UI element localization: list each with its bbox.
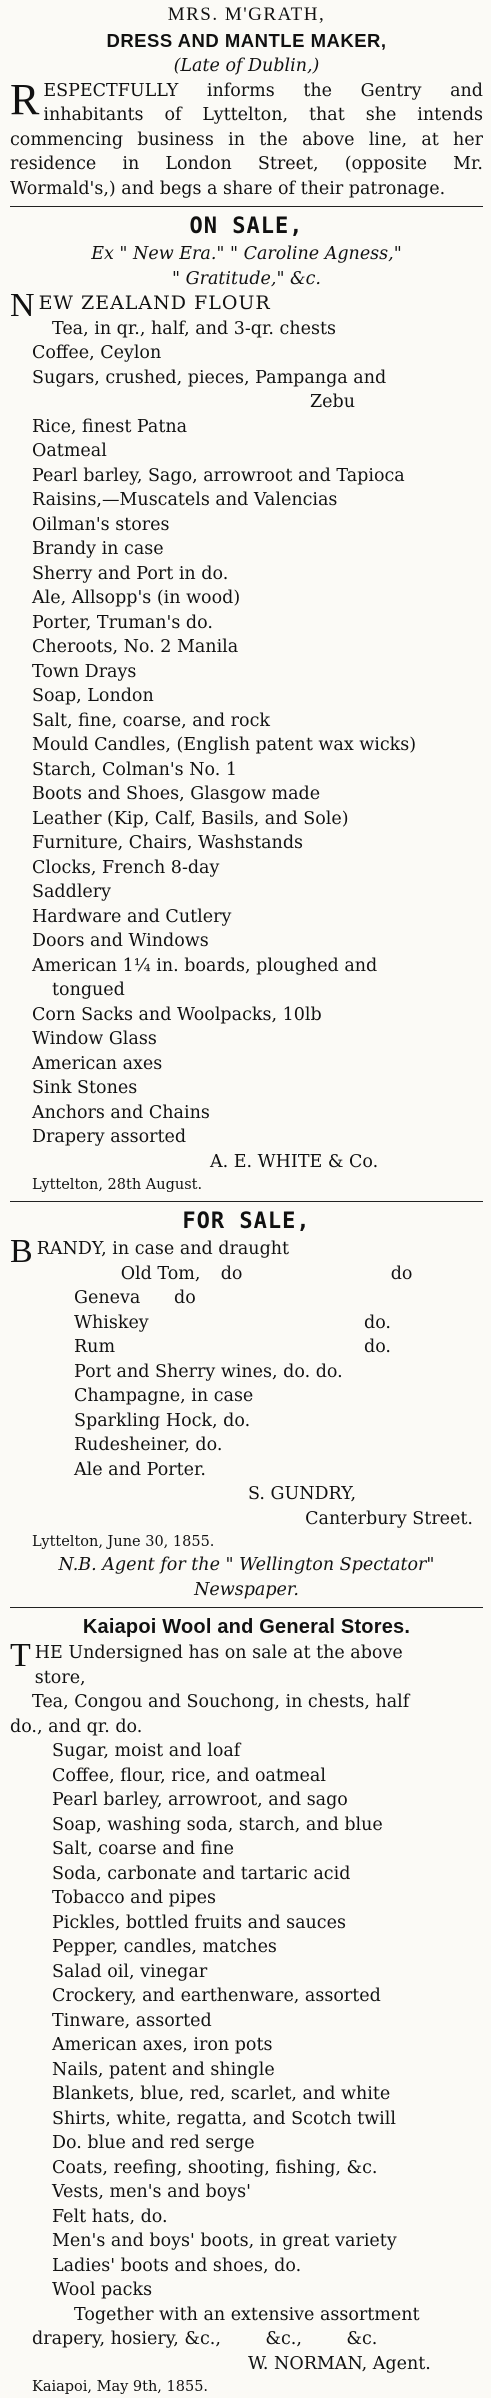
intro-text: HE Undersigned has on sale at the above xyxy=(34,1643,403,1663)
list-item: Oatmeal xyxy=(32,441,107,461)
ships-line: Ex " New Era." " Caroline Agness," xyxy=(91,244,402,264)
list-item: Cheroots, No. 2 Manila xyxy=(32,637,239,657)
signature: A. E. WHITE & Co. xyxy=(210,1151,379,1172)
item-ditto xyxy=(174,1335,364,1360)
list-item: Porter, Truman's do. xyxy=(32,612,213,633)
list-item: Saddlery xyxy=(32,882,112,902)
dropcap-letter: N xyxy=(10,287,35,324)
list-item: Soap, London xyxy=(32,686,154,706)
list-item: Hardware and Cutlery xyxy=(32,906,232,927)
dateline: Lyttelton, June 30, 1855. xyxy=(32,1534,215,1550)
list-item: Starch, Colman's No. 1 xyxy=(32,759,237,780)
item-list xyxy=(10,317,483,1150)
ships-line-2: " Gratitude," &c. xyxy=(172,268,321,289)
list-item: Town Drays xyxy=(32,661,137,682)
list-item: Ale, Allsopp's (in wood) xyxy=(32,588,241,608)
item-name: Geneva xyxy=(74,1288,141,1308)
list-item: Window Glass xyxy=(32,1029,157,1049)
list-item xyxy=(10,1311,483,1336)
list-item: Raisins,—Muscatels and Valencias xyxy=(32,490,338,510)
item-ditto: do. xyxy=(364,1337,391,1357)
intro-line: store, xyxy=(34,1667,86,1688)
list-item: Coffee, flour, rice, and oatmeal xyxy=(52,1765,326,1786)
list-item: Drapery assorted xyxy=(32,1127,187,1147)
list-item: Crockery, and earthenware, assorted xyxy=(52,1986,381,2006)
item-list xyxy=(10,1739,483,2303)
list-item: Salad oil, vinegar xyxy=(52,1961,208,1982)
list-item: Felt hats, do. xyxy=(52,2206,168,2227)
white-advertisement xyxy=(10,212,483,1196)
list-item: Zebu xyxy=(310,392,355,412)
list-item: American 1¼ in. boards, ploughed and xyxy=(32,955,378,976)
list-item: Champagne, in case xyxy=(74,1386,254,1406)
list-item: Tobacco and pipes xyxy=(52,1888,216,1908)
list-item: Clocks, French 8-day xyxy=(32,857,220,878)
list-item: Brandy in case xyxy=(32,539,164,559)
kaiapoi-advertisement xyxy=(10,1613,483,2398)
ad-trade: DRESS AND MANTLE MAKER, xyxy=(106,30,387,51)
list-item: Blankets, blue, red, scarlet, and white xyxy=(52,2084,391,2104)
together-line: Together with an extensive assortment xyxy=(74,2304,420,2325)
list-item xyxy=(10,1335,483,1360)
list-item: Corn Sacks and Woolpacks, 10lb xyxy=(32,1004,322,1025)
ad-name: MRS. M'GRATH, xyxy=(167,4,326,25)
dropcap-letter: B xyxy=(10,1233,33,1270)
signature: W. NORMAN, Agent. xyxy=(248,2353,431,2374)
intro-line: Tea, Congou and Souchong, in chests, half xyxy=(32,1692,410,1712)
item-ditto: do xyxy=(220,1263,243,1284)
list-item: American axes, iron pots xyxy=(52,2035,273,2055)
drapery-line: drapery, hosiery, &c., &c., &c. xyxy=(32,2329,378,2349)
list-item: Sherry and Port in do. xyxy=(32,563,229,584)
list-item: Soap, washing soda, starch, and blue xyxy=(52,1814,383,1835)
list-item: Sugars, crushed, pieces, Pampanga and xyxy=(32,367,387,388)
kaiapoi-heading: Kaiapoi Wool and General Stores. xyxy=(82,1616,411,1638)
item-name: Old Tom, xyxy=(120,1263,201,1284)
list-item: Wool packs xyxy=(52,2280,153,2300)
item-ditto xyxy=(174,1311,364,1336)
list-item xyxy=(37,1262,483,1287)
ad-body xyxy=(10,74,483,202)
dateline: Kaiapoi, May 9th, 1855. xyxy=(32,2379,209,2395)
item-ditto: do xyxy=(174,1288,196,1308)
nb-line: N.B. Agent for the " Wellington Spectator" xyxy=(58,1555,435,1575)
list-item: Port and Sherry wines, do. do. xyxy=(74,1361,343,1382)
list-item: Tinware, assorted xyxy=(52,2010,212,2031)
item-ditto: do. xyxy=(364,1312,391,1333)
ad-late-of: (Late of Dublin,) xyxy=(173,56,320,76)
list-item: Soda, carbonate and tartaric acid xyxy=(52,1863,351,1884)
divider xyxy=(10,206,483,207)
item-ditto: do xyxy=(390,1263,413,1284)
list-item: Sink Stones xyxy=(32,1078,138,1098)
intro-line xyxy=(10,1637,483,1674)
signature: S. GUNDRY, xyxy=(248,1484,357,1504)
ad-body-text: ESPECTFULLY informs the Gentry and inhabitants of Lyttelton, that she intends commencing business in the above line, at her residence in London Street, (opposite Mr. Wormald's,) and begs a share of their patronage. xyxy=(10,80,483,199)
newspaper-column xyxy=(0,2,491,2395)
list-item: Mould Candles, (English patent wax wicks) xyxy=(32,735,417,755)
list-item: Pickles, bottled fruits and sauces xyxy=(52,1912,346,1933)
list-item: Sugar, moist and loaf xyxy=(52,1741,241,1761)
spirits-list xyxy=(10,1262,483,1483)
list-item: Men's and boys' boots, in great variety xyxy=(52,2231,397,2251)
on-sale-heading: ON SALE, xyxy=(189,214,304,239)
list-item: Rudesheiner, do. xyxy=(74,1435,223,1455)
list-item: Salt, fine, coarse, and rock xyxy=(32,710,270,731)
list-item: Nails, patent and shingle xyxy=(52,2059,275,2080)
item-name: Whiskey xyxy=(74,1312,149,1333)
list-item: American axes xyxy=(32,1053,163,1074)
list-item: Vests, men's and boys' xyxy=(52,2182,251,2202)
dropcap-letter: T xyxy=(10,1637,31,1674)
list-item: Tea, in qr., half, and 3-qr. chests xyxy=(52,318,336,339)
list-item: Oilman's stores xyxy=(32,514,170,535)
divider xyxy=(10,1607,483,1608)
list-item: Doors and Windows xyxy=(32,931,209,951)
list-item: Pearl barley, arrowroot, and sago xyxy=(52,1790,348,1810)
list-item: Salt, coarse and fine xyxy=(52,1839,234,1859)
list-item: Coats, reefing, shooting, fishing, &c. xyxy=(52,2157,378,2178)
mcgrath-advertisement xyxy=(10,2,483,201)
list-item: Rice, finest Patna xyxy=(32,416,188,437)
divider xyxy=(10,1201,483,1202)
dateline: Lyttelton, 28th August. xyxy=(32,1177,203,1193)
list-item: Boots and Shoes, Glasgow made xyxy=(32,784,321,804)
list-item: tongued xyxy=(52,980,125,1000)
for-sale-heading: FOR SALE, xyxy=(182,1209,311,1234)
street: Canterbury Street. xyxy=(305,1508,473,1529)
first-item xyxy=(10,287,483,324)
list-item: Ladies' boots and shoes, do. xyxy=(52,2255,302,2276)
item-name: Rum xyxy=(74,1337,116,1357)
list-item: Leather (Kip, Calf, Basils, and Sole) xyxy=(32,808,349,829)
intro-line: do., and qr. do. xyxy=(10,1716,143,1737)
list-item: Sparkling Hock, do. xyxy=(74,1410,251,1431)
first-item-text: RANDY, in case and draught xyxy=(36,1239,290,1259)
list-item: Ale and Porter. xyxy=(74,1459,206,1480)
list-item: Anchors and Chains xyxy=(32,1102,210,1123)
list-item: Furniture, Chairs, Washstands xyxy=(32,833,304,853)
first-item-text: EW ZEALAND FLOUR xyxy=(38,292,271,314)
list-item: Pepper, candles, matches xyxy=(52,1937,277,1957)
list-item: Do. blue and red serge xyxy=(52,2133,255,2153)
nb-line-2: Newspaper. xyxy=(194,1579,299,1600)
list-item xyxy=(10,1286,483,1311)
dropcap-letter: R xyxy=(10,74,40,124)
gundry-advertisement xyxy=(10,1207,483,1602)
list-item: Shirts, white, regatta, and Scotch twill xyxy=(52,2108,396,2129)
list-item: Coffee, Ceylon xyxy=(32,343,162,363)
list-item: Pearl barley, Sago, arrowroot and Tapioca xyxy=(32,465,405,486)
first-item xyxy=(10,1233,483,1270)
